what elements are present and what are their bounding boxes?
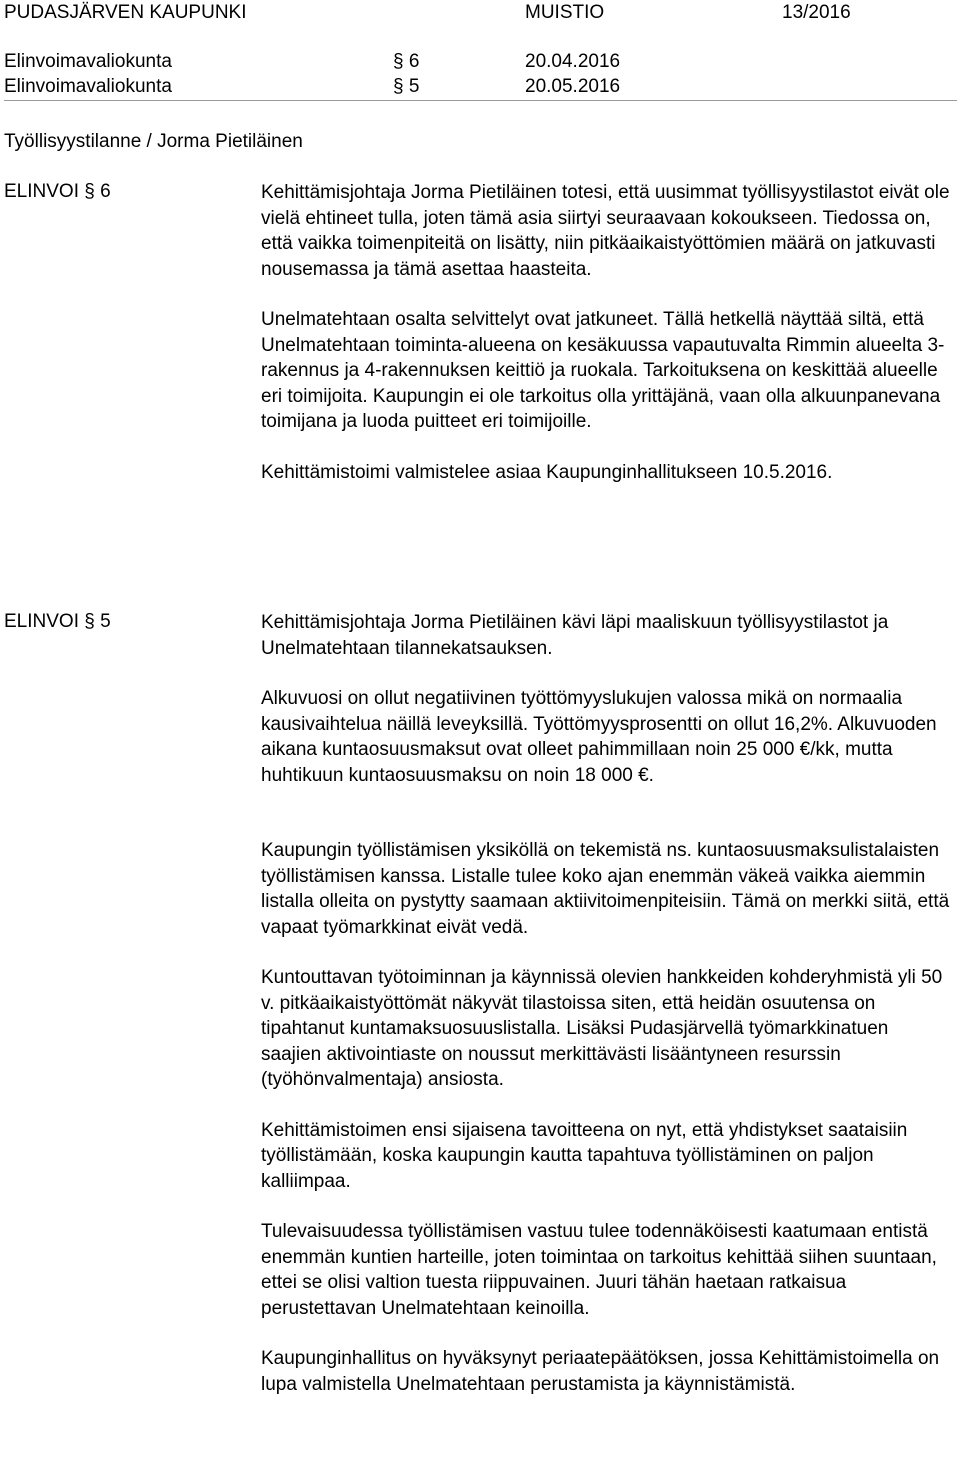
paragraph: Unelmatehtaan osalta selvittelyt ovat jatkuneet. Tällä hetkellä näyttää siltä, että Unelmatehtaan toiminta-alueena on kesäkuussa vapautuvalta Rimmin alueelta 3-rakennus ja 4-rakennuksen keittiö ja ruokala. Tarkoituksena on keskittää alueelle eri toimijoita. Kaupungin ei ole tarkoitus olla yrittäjänä, vaan olla alkuunpanevana toimijana ja luoda puitteet eri toimijoille. xyxy=(261,309,945,432)
section-label: ELINVOI § 5 xyxy=(4,611,111,632)
document-type: MUISTIO xyxy=(525,2,605,23)
section-body xyxy=(261,610,951,1397)
section-label: ELINVOI § 6 xyxy=(4,181,111,202)
meeting-section: § 5 xyxy=(393,76,420,97)
meeting-body: Elinvoimavaliokunta xyxy=(4,51,172,72)
section-body xyxy=(261,180,951,485)
meeting-date: 20.05.2016 xyxy=(525,76,621,97)
paragraph: Kehittämisjohtaja Jorma Pietiläinen kävi läpi maaliskuun työllisyystilastot ja Unelmatehtaan tilannekatsauksen. xyxy=(261,612,889,659)
header-divider xyxy=(4,100,957,101)
paragraph: Kehittämistoimen ensi sijaisena tavoitteena on nyt, että yhdistykset saataisiin työllistämään, koska kaupungin kautta tapahtuva työllistäminen on paljon kalliimpaa. xyxy=(261,1119,908,1192)
paragraph: Tulevaisuudessa työllistämisen vastuu tulee todennäköisesti kaatumaan entistä enemmän kuntien harteille, joten toimintaa on tarkoitus kehittää siihen suuntaan, ettei se olisi valtion tuesta riippuvainen. Juuri tähän haetaan ratkaisua perustettavan Unelmatehtaan keinoilla. xyxy=(261,1221,937,1319)
meeting-section: § 6 xyxy=(393,51,420,72)
organization-name: PUDASJÄRVEN KAUPUNKI xyxy=(4,2,247,23)
meeting-date: 20.04.2016 xyxy=(525,51,621,72)
paragraph: Kuntouttavan työtoiminnan ja käynnissä olevien hankkeiden kohderyhmistä yli 50 v. pitkäaikaistyöttömät näkyvät tilastoissa siten, että heidän osuutensa on tipahtanut kuntamaksuosuuslistalla. Lisäksi Pudasjärvellä työmarkkinatuen saajien aktivointiaste on noussut merkittävästi lisääntyneen resurssin (työhönvalmentaja) ansiosta. xyxy=(261,967,943,1090)
topic-title: Työllisyystilanne / Jorma Pietiläinen xyxy=(4,131,303,152)
paragraph: Kehittämisjohtaja Jorma Pietiläinen totesi, että uusimmat työllisyystilastot eivät ole vielä ehtineet tulla, joten tämä asia siirtyi seuraavaan kokoukseen. Tiedossa on, että vaikka toimenpiteitä on lisätty, niin pitkäaikaistyöttömien määrä on jatkuvasti nousemassa ja tämä asettaa haasteita. xyxy=(261,182,950,280)
paragraph: Alkuvuosi on ollut negatiivinen työttömyyslukujen valossa mikä on normaalia kausivaihtelua näillä leveyksillä. Työttömyysprosentti on ollut 16,2%. Alkuvuoden aikana kuntaosuusmaksut ovat olleet pahimmillaan noin 25 000 €/kk, mutta huhtikuun kuntaosuusmaksu on noin 18 000 €. xyxy=(261,688,937,786)
paragraph: Kaupungin työllistämisen yksiköllä on tekemistä ns. kuntaosuusmaksulistalaisten työllistämisen kanssa. Listalle tulee koko ajan enemmän väkeä vaikka aiemmin listalla olleita on pystytty saamaan aktiivitoimenpiteisiin. Tämä on merkki siitä, että vapaat työmarkkinat eivät vedä. xyxy=(261,840,950,938)
paragraph: Kehittämistoimi valmistelee asiaa Kaupunginhallitukseen 10.5.2016. xyxy=(261,461,833,483)
meeting-body: Elinvoimavaliokunta xyxy=(4,76,172,97)
document-number: 13/2016 xyxy=(782,2,851,23)
paragraph: Kaupunginhallitus on hyväksynyt periaatepäätöksen, jossa Kehittämistoimella on lupa valmistella Unelmatehtaan perustamista ja käynnistämistä. xyxy=(261,1348,940,1395)
